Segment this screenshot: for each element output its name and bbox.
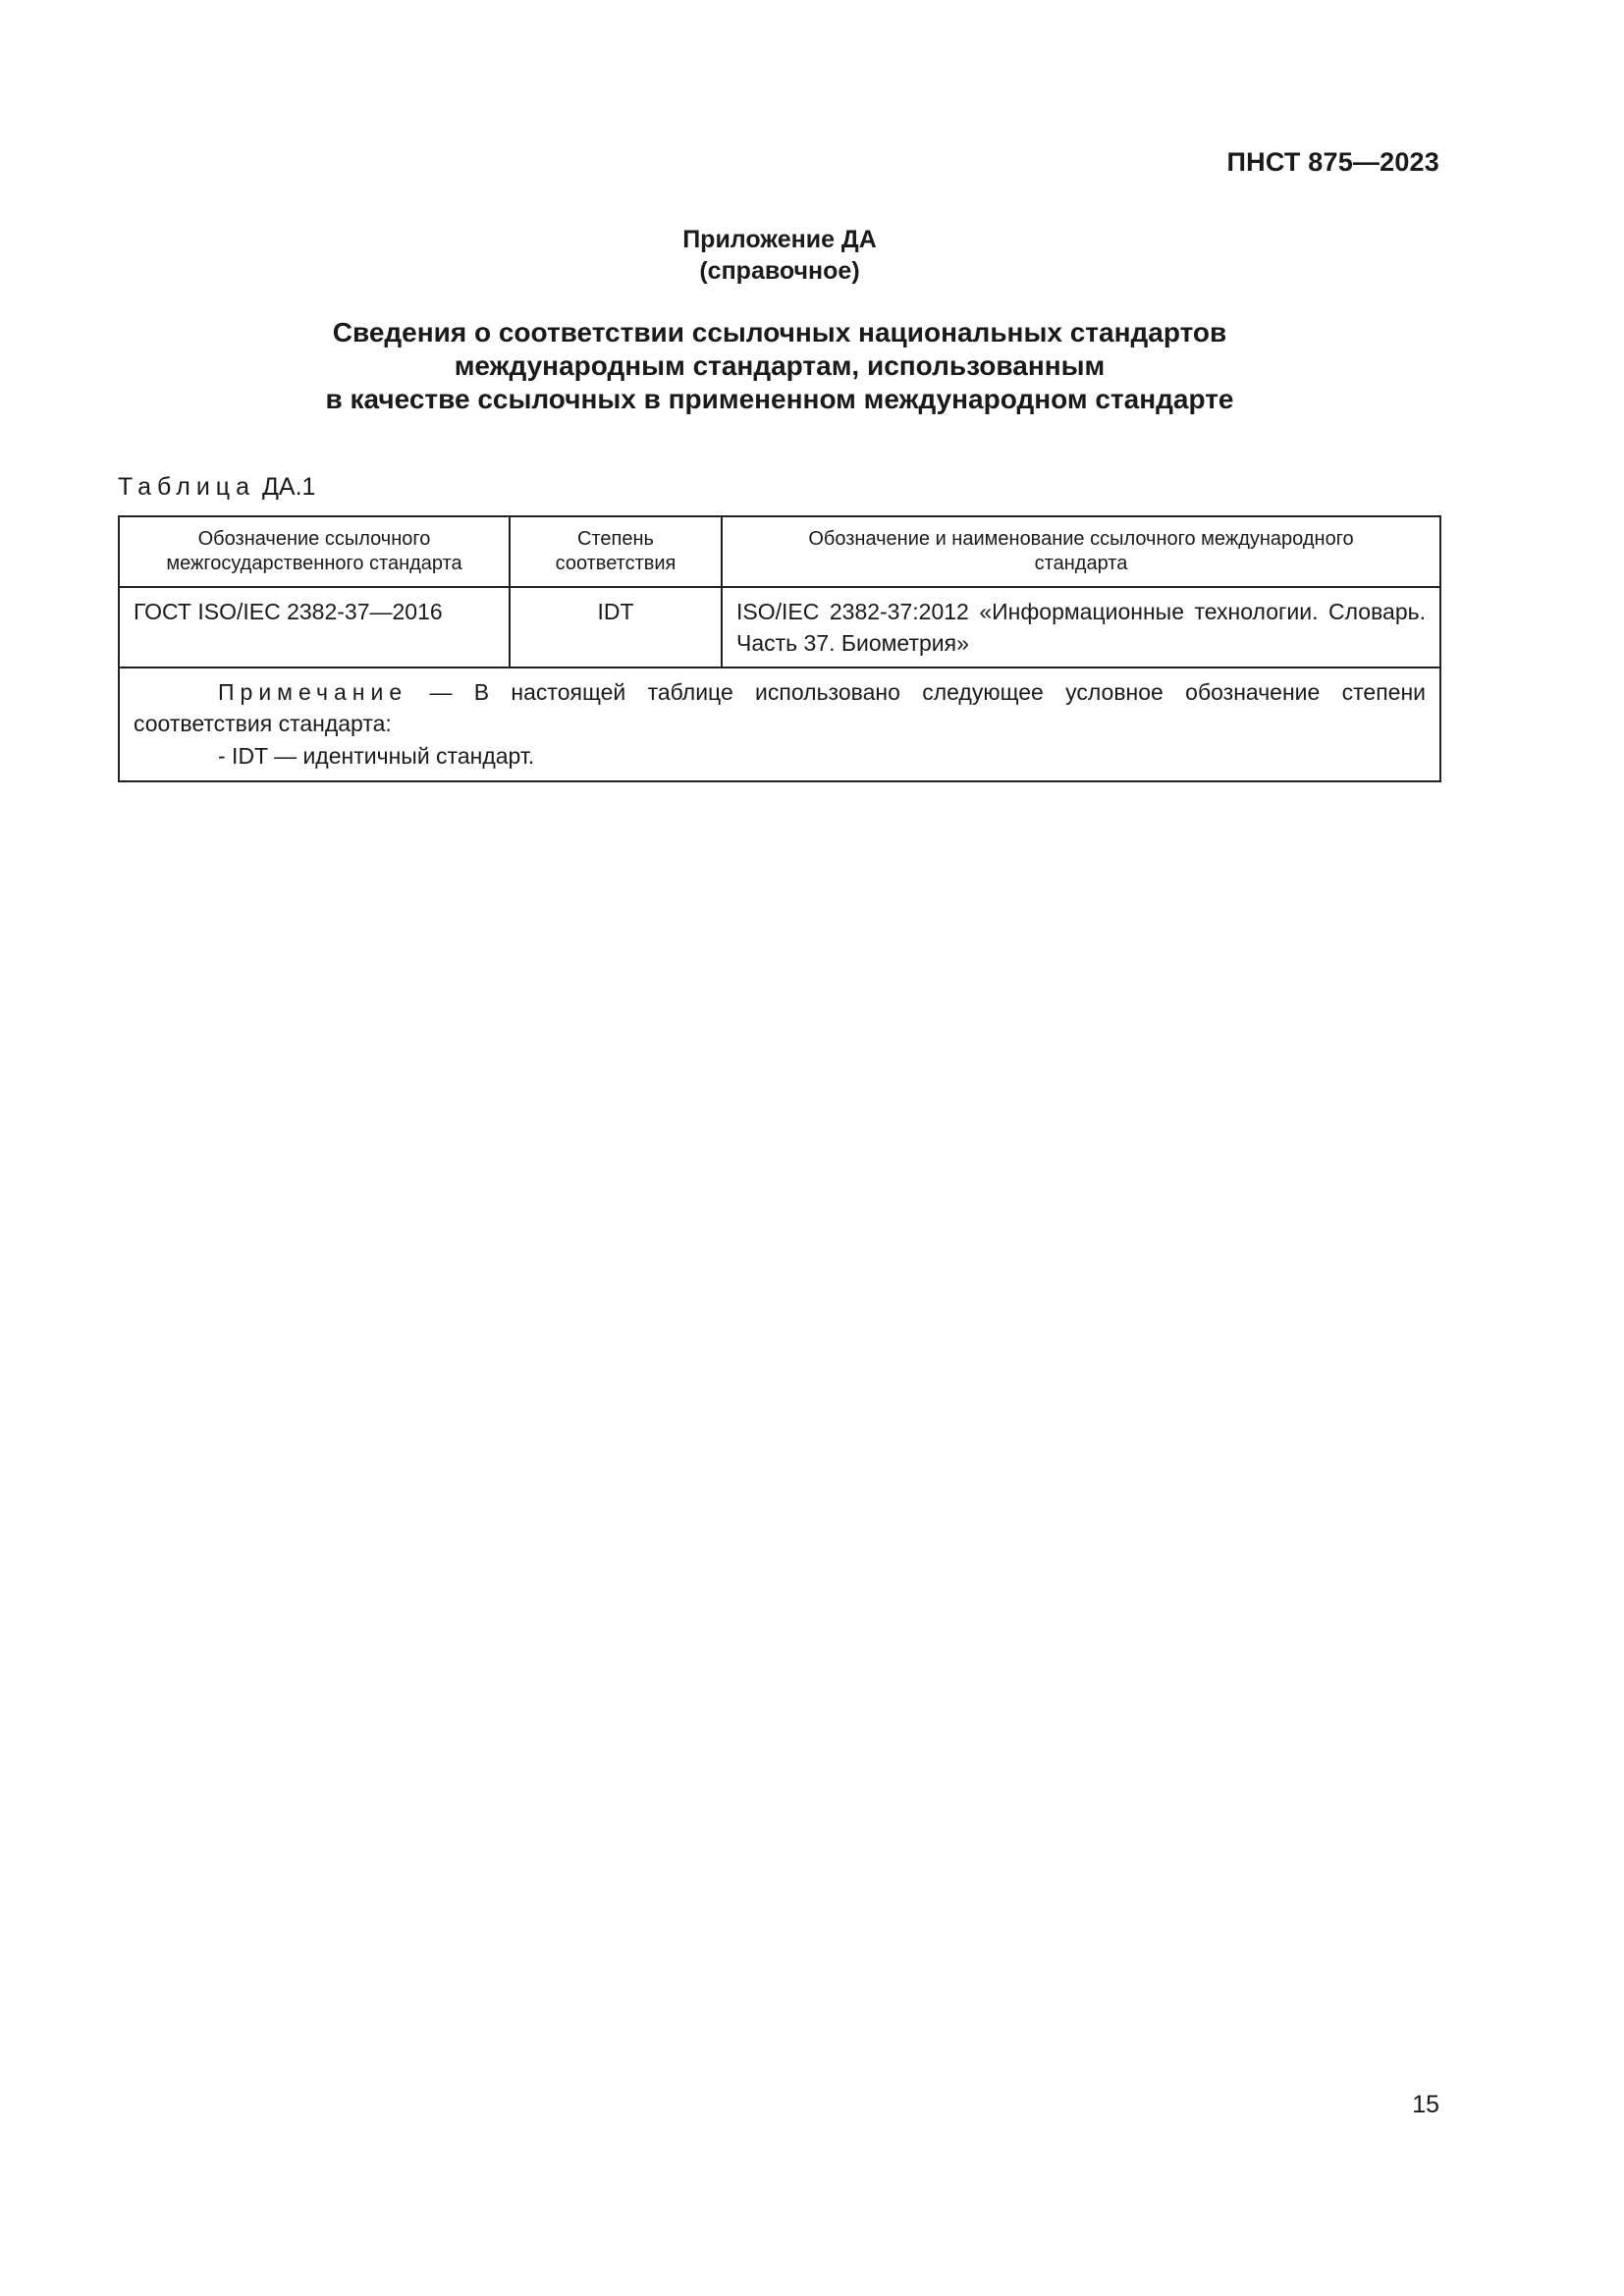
section-title-line: в качестве ссылочных в примененном международном стандарте bbox=[325, 384, 1234, 414]
correspondence-table bbox=[118, 515, 1441, 782]
cell-national-standard: ГОСТ ISO/IEC 2382-37—2016 bbox=[119, 587, 510, 667]
table-caption-label: Таблица bbox=[118, 473, 256, 501]
table-caption bbox=[118, 473, 315, 502]
header-degree: Степень соответствия bbox=[510, 516, 722, 587]
note-body: — В настоящей таблице использовано следующее условное обозначение степени соответствия стандарта: bbox=[134, 679, 1426, 736]
header-international-standard: Обозначение и наименование ссылочного международного стандарта bbox=[722, 516, 1440, 587]
note-item: - IDT — идентичный стандарт. bbox=[218, 743, 535, 769]
cell-degree: IDT bbox=[510, 587, 722, 667]
table-row bbox=[119, 587, 1440, 667]
note-label: Примечание bbox=[218, 679, 408, 705]
table-caption-number: ДА.1 bbox=[261, 473, 316, 501]
table-note bbox=[119, 667, 1440, 781]
section-title-line: Сведения о соответствии ссылочных национальных стандартов bbox=[332, 317, 1227, 347]
note-text bbox=[134, 676, 1426, 739]
cell-international-standard: ISO/IEC 2382-37:2012 «Информационные технологии. Словарь. Часть 37. Биометрия» bbox=[722, 587, 1440, 667]
table-header-row bbox=[119, 516, 1440, 587]
annex-heading bbox=[118, 224, 1441, 287]
section-title bbox=[118, 316, 1441, 416]
document-code: ПНСТ 875—2023 bbox=[1226, 147, 1439, 177]
header-national-standard: Обозначение ссылочного межгосударственного стандарта bbox=[119, 516, 510, 587]
section-title-line: международным стандартам, использованным bbox=[454, 350, 1106, 381]
annex-title: Приложение ДА bbox=[682, 226, 877, 253]
page-number: 15 bbox=[1412, 2091, 1439, 2118]
annex-kind: (справочное) bbox=[699, 257, 860, 285]
table-note-row bbox=[119, 667, 1440, 781]
